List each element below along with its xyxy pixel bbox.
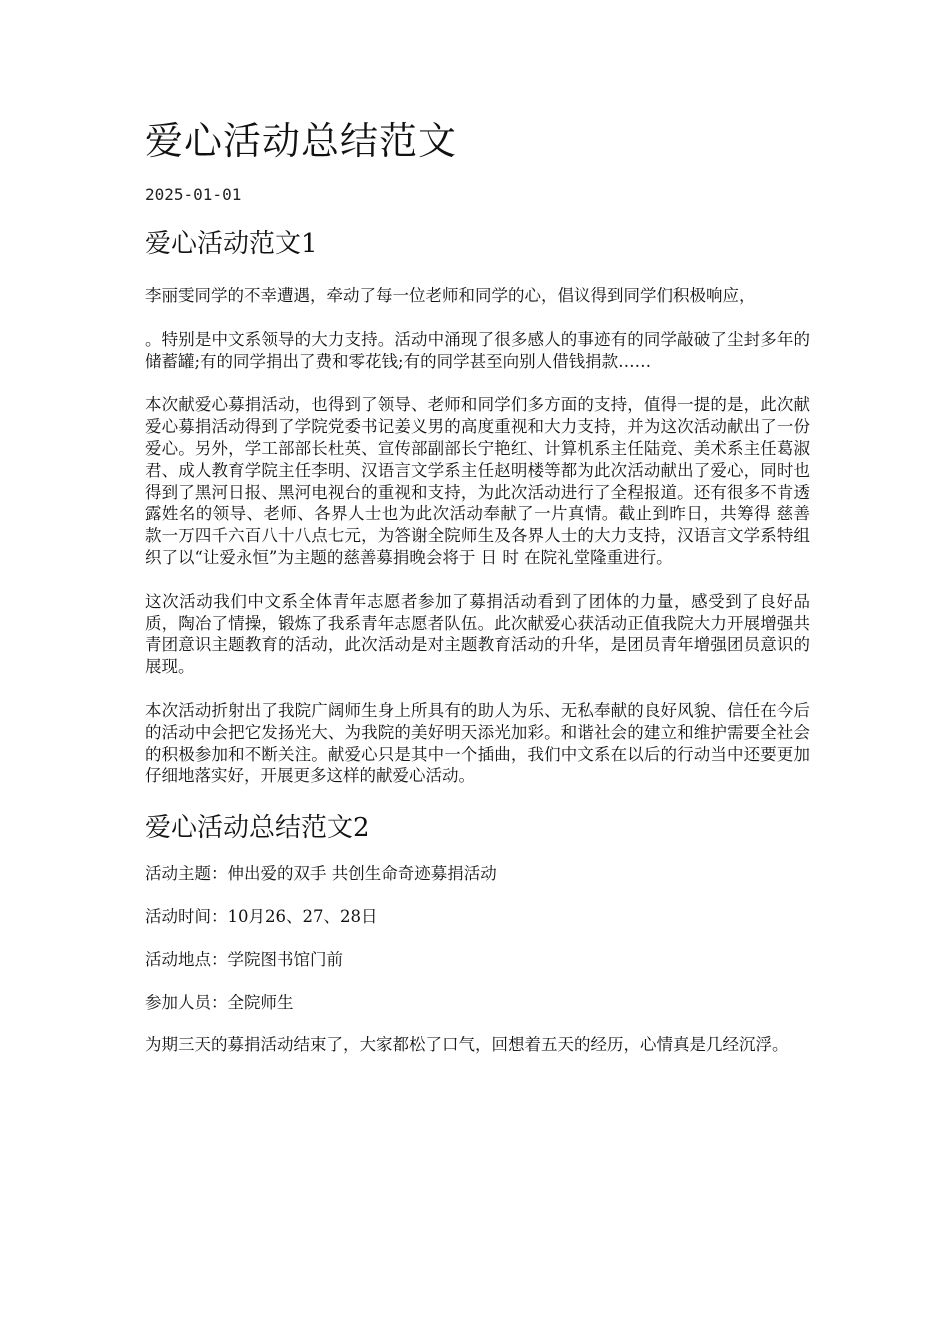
activity-participants: 参加人员：全院师生 — [145, 992, 294, 1012]
activity-time: 活动时间：10月26、27、28日 — [145, 906, 378, 926]
document-date: 2025-01-01 — [145, 185, 242, 204]
section-2-body — [145, 863, 810, 1056]
document-title: 爱心活动总结范文 — [145, 119, 458, 163]
section-1-paragraph: 。特别是中文系领导的大力支持。活动中涌现了很多感人的事迹有的同学敲破了尘封多年的储蓄罐;有的同学捐出了费和零花钱;有的同学甚至向别人借钱捐款…… — [145, 329, 810, 371]
section-1-paragraph: 本次活动折射出了我院广阔师生身上所具有的助人为乐、无私奉献的良好风貌、信任在今后的活动中会把它发扬光大、为我院的美好明天添光加彩。和谐社会的建立和维护需要全社会的积极参加和不断关注。献爱心只是其中一个插曲，我们中文系在以后的行动当中还要更加仔细地落实好，开展更多这样的献爱心活动。 — [145, 700, 810, 786]
section-2-heading: 爱心活动总结范文2 — [145, 813, 370, 844]
activity-location: 活动地点：学院图书馆门前 — [145, 949, 343, 969]
document-page — [145, 112, 810, 1056]
activity-theme: 活动主题：伸出爱的双手 共创生命奇迹募捐活动 — [145, 864, 497, 884]
section-1-body — [145, 285, 810, 787]
section-1-paragraph: 李丽雯同学的不幸遭遇，牵动了每一位老师和同学的心，倡议得到同学们积极响应， — [145, 286, 756, 305]
section-1-paragraph: 这次活动我们中文系全体青年志愿者参加了募捐活动看到了团体的力量，感受到了良好品质，陶冶了情操，锻炼了我系青年志愿者队伍。此次献爱心获活动正值我院大力开展增强共青团意识主题教育的活动，此次活动是对主题教育活动的升华，是团员青年增强团员意识的展现。 — [145, 591, 810, 677]
section-1-paragraph: 本次献爱心募捐活动，也得到了领导、老师和同学们多方面的支持，值得一提的是，此次献爱心募捐活动得到了学院党委书记姜义男的高度重视和大力支持，并为这次活动献出了一份爱心。另外，学工部部长杜英、宣传部副部长宁艳红、计算机系主任陆竞、美术系主任葛淑君、成人教育学院主任李明、汉语言文学系主任赵明楼等都为此次活动献出了爱心，同时也得到了黑河日报、黑河电视台的重视和支持，为此次活动进行了全程报道。还有很多不肯透露姓名的领导、老师、各界人士也为此次活动奉献了一片真情。截止到昨日，共筹得 慈善款一万四千六百八十八点七元，为答谢全院师生及各界人士的大力支持，汉语言文学系特组织了以“让爱永恒”为主题的慈善募捐晚会将于 日 时 在院礼堂隆重进行。 — [145, 395, 810, 567]
section-1-heading: 爱心活动范文1 — [145, 229, 318, 259]
section-2-paragraph: 为期三天的募捐活动结束了，大家都松了口气，回想着五天的经历，心情真是几经沉浮。 — [145, 1035, 789, 1055]
